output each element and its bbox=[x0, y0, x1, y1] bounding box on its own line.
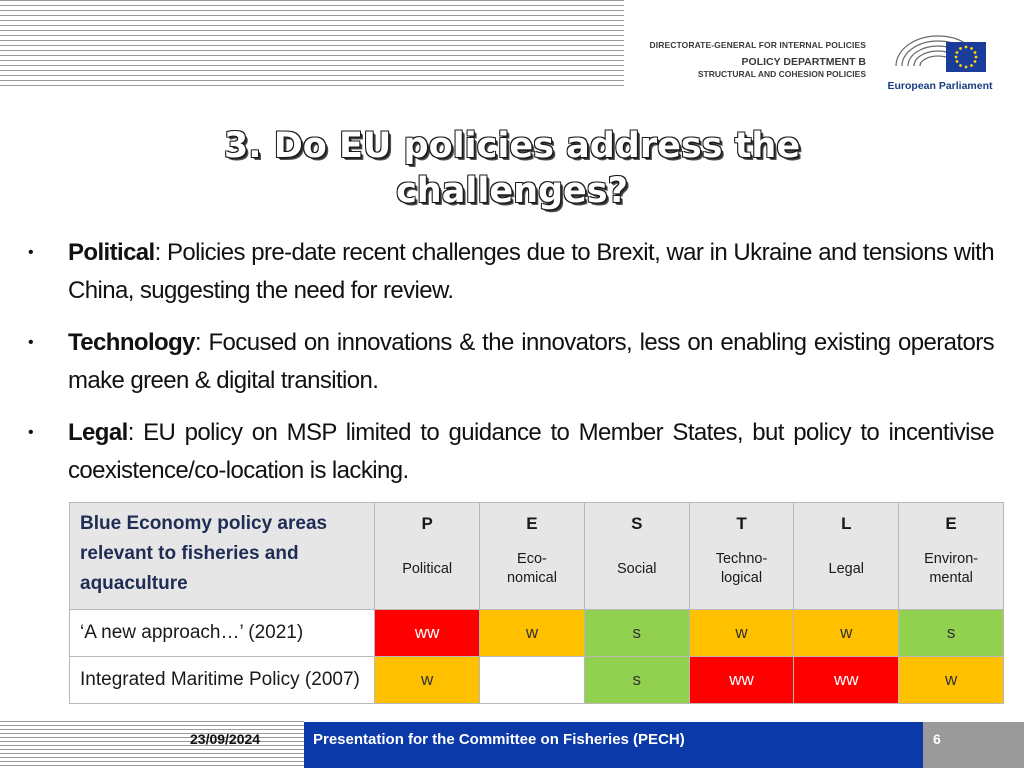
bullet-dot: • bbox=[28, 424, 34, 441]
rating-cell: s bbox=[584, 657, 689, 704]
rating-cell: w bbox=[480, 610, 585, 657]
column-sub: Legal bbox=[828, 560, 865, 577]
page-number: 6 bbox=[933, 731, 941, 747]
footer-presentation-title: Presentation for the Committee on Fisheries (PECH) bbox=[313, 731, 685, 748]
pestle-table bbox=[69, 502, 1004, 704]
column-sub: Political bbox=[402, 560, 453, 577]
column-letter: S bbox=[631, 514, 643, 533]
slide-title bbox=[150, 124, 874, 214]
dg-line-1: DIRECTORATE-GENERAL FOR INTERNAL POLICIES bbox=[649, 40, 866, 50]
dg-line-3: STRUCTURAL AND COHESION POLICIES bbox=[697, 69, 866, 79]
rating-cell: w bbox=[689, 610, 794, 657]
bullet-political bbox=[28, 234, 994, 310]
bullet-text: : Focused on innovations & the innovators, less on enabling existing operators make green & digital transition. bbox=[68, 329, 994, 394]
rating-cell: w bbox=[375, 657, 480, 704]
title-line-2: challenges? bbox=[396, 171, 628, 211]
column-letter: L bbox=[841, 514, 852, 533]
table-header-row bbox=[70, 503, 1004, 610]
column-letter: P bbox=[421, 514, 433, 533]
column-header bbox=[480, 503, 585, 610]
column-letter: T bbox=[736, 514, 747, 533]
column-letter: E bbox=[526, 514, 538, 533]
column-sub: Eco- nomical bbox=[506, 551, 557, 586]
directorate-block bbox=[640, 40, 866, 79]
bullet-legal bbox=[28, 414, 994, 490]
column-sub: Techno- logical bbox=[715, 551, 768, 586]
dg-line-2: POLICY DEPARTMENT B bbox=[741, 56, 866, 68]
bullet-dot: • bbox=[28, 334, 34, 351]
column-header bbox=[794, 503, 899, 610]
column-header bbox=[689, 503, 794, 610]
table-row bbox=[70, 610, 1004, 657]
rating-cell: ww bbox=[375, 610, 480, 657]
header-stripes bbox=[0, 0, 624, 86]
rating-cell bbox=[480, 657, 585, 704]
bullet-dot: • bbox=[28, 244, 34, 261]
bullet-technology bbox=[28, 324, 994, 400]
rating-cell: w bbox=[899, 657, 1004, 704]
footer-date: 23/09/2024 bbox=[190, 731, 261, 747]
bullet-text: : EU policy on MSP limited to guidance to Member States, but policy to incentivise coexistence/co-location is lacking. bbox=[68, 419, 994, 484]
bullet-label: Political bbox=[68, 239, 155, 266]
rating-cell: w bbox=[794, 610, 899, 657]
ep-logo-text: European Parliament bbox=[887, 80, 993, 92]
column-header bbox=[375, 503, 480, 610]
rating-cell: s bbox=[584, 610, 689, 657]
column-sub: Environ- mental bbox=[924, 551, 979, 586]
policy-name: Integrated Maritime Policy (2007) bbox=[70, 657, 375, 704]
rating-cell: s bbox=[899, 610, 1004, 657]
rating-cell: ww bbox=[689, 657, 794, 704]
table-title: Blue Economy policy areas relevant to fisheries and aquaculture bbox=[70, 503, 375, 610]
policy-name: ‘A new approach…’ (2021) bbox=[70, 610, 375, 657]
bullet-label: Legal bbox=[68, 419, 128, 446]
title-line-1: 3. Do EU policies address the bbox=[223, 126, 801, 166]
column-sub: Social bbox=[616, 560, 657, 577]
column-header bbox=[899, 503, 1004, 610]
bullet-label: Technology bbox=[68, 329, 195, 356]
column-letter: E bbox=[945, 514, 957, 533]
bullet-list bbox=[28, 234, 994, 504]
table-row bbox=[70, 657, 1004, 704]
rating-cell: ww bbox=[794, 657, 899, 704]
column-header bbox=[584, 503, 689, 610]
bullet-text: : Policies pre-date recent challenges due to Brexit, war in Ukraine and tensions with China, suggesting the need for review. bbox=[68, 239, 994, 304]
